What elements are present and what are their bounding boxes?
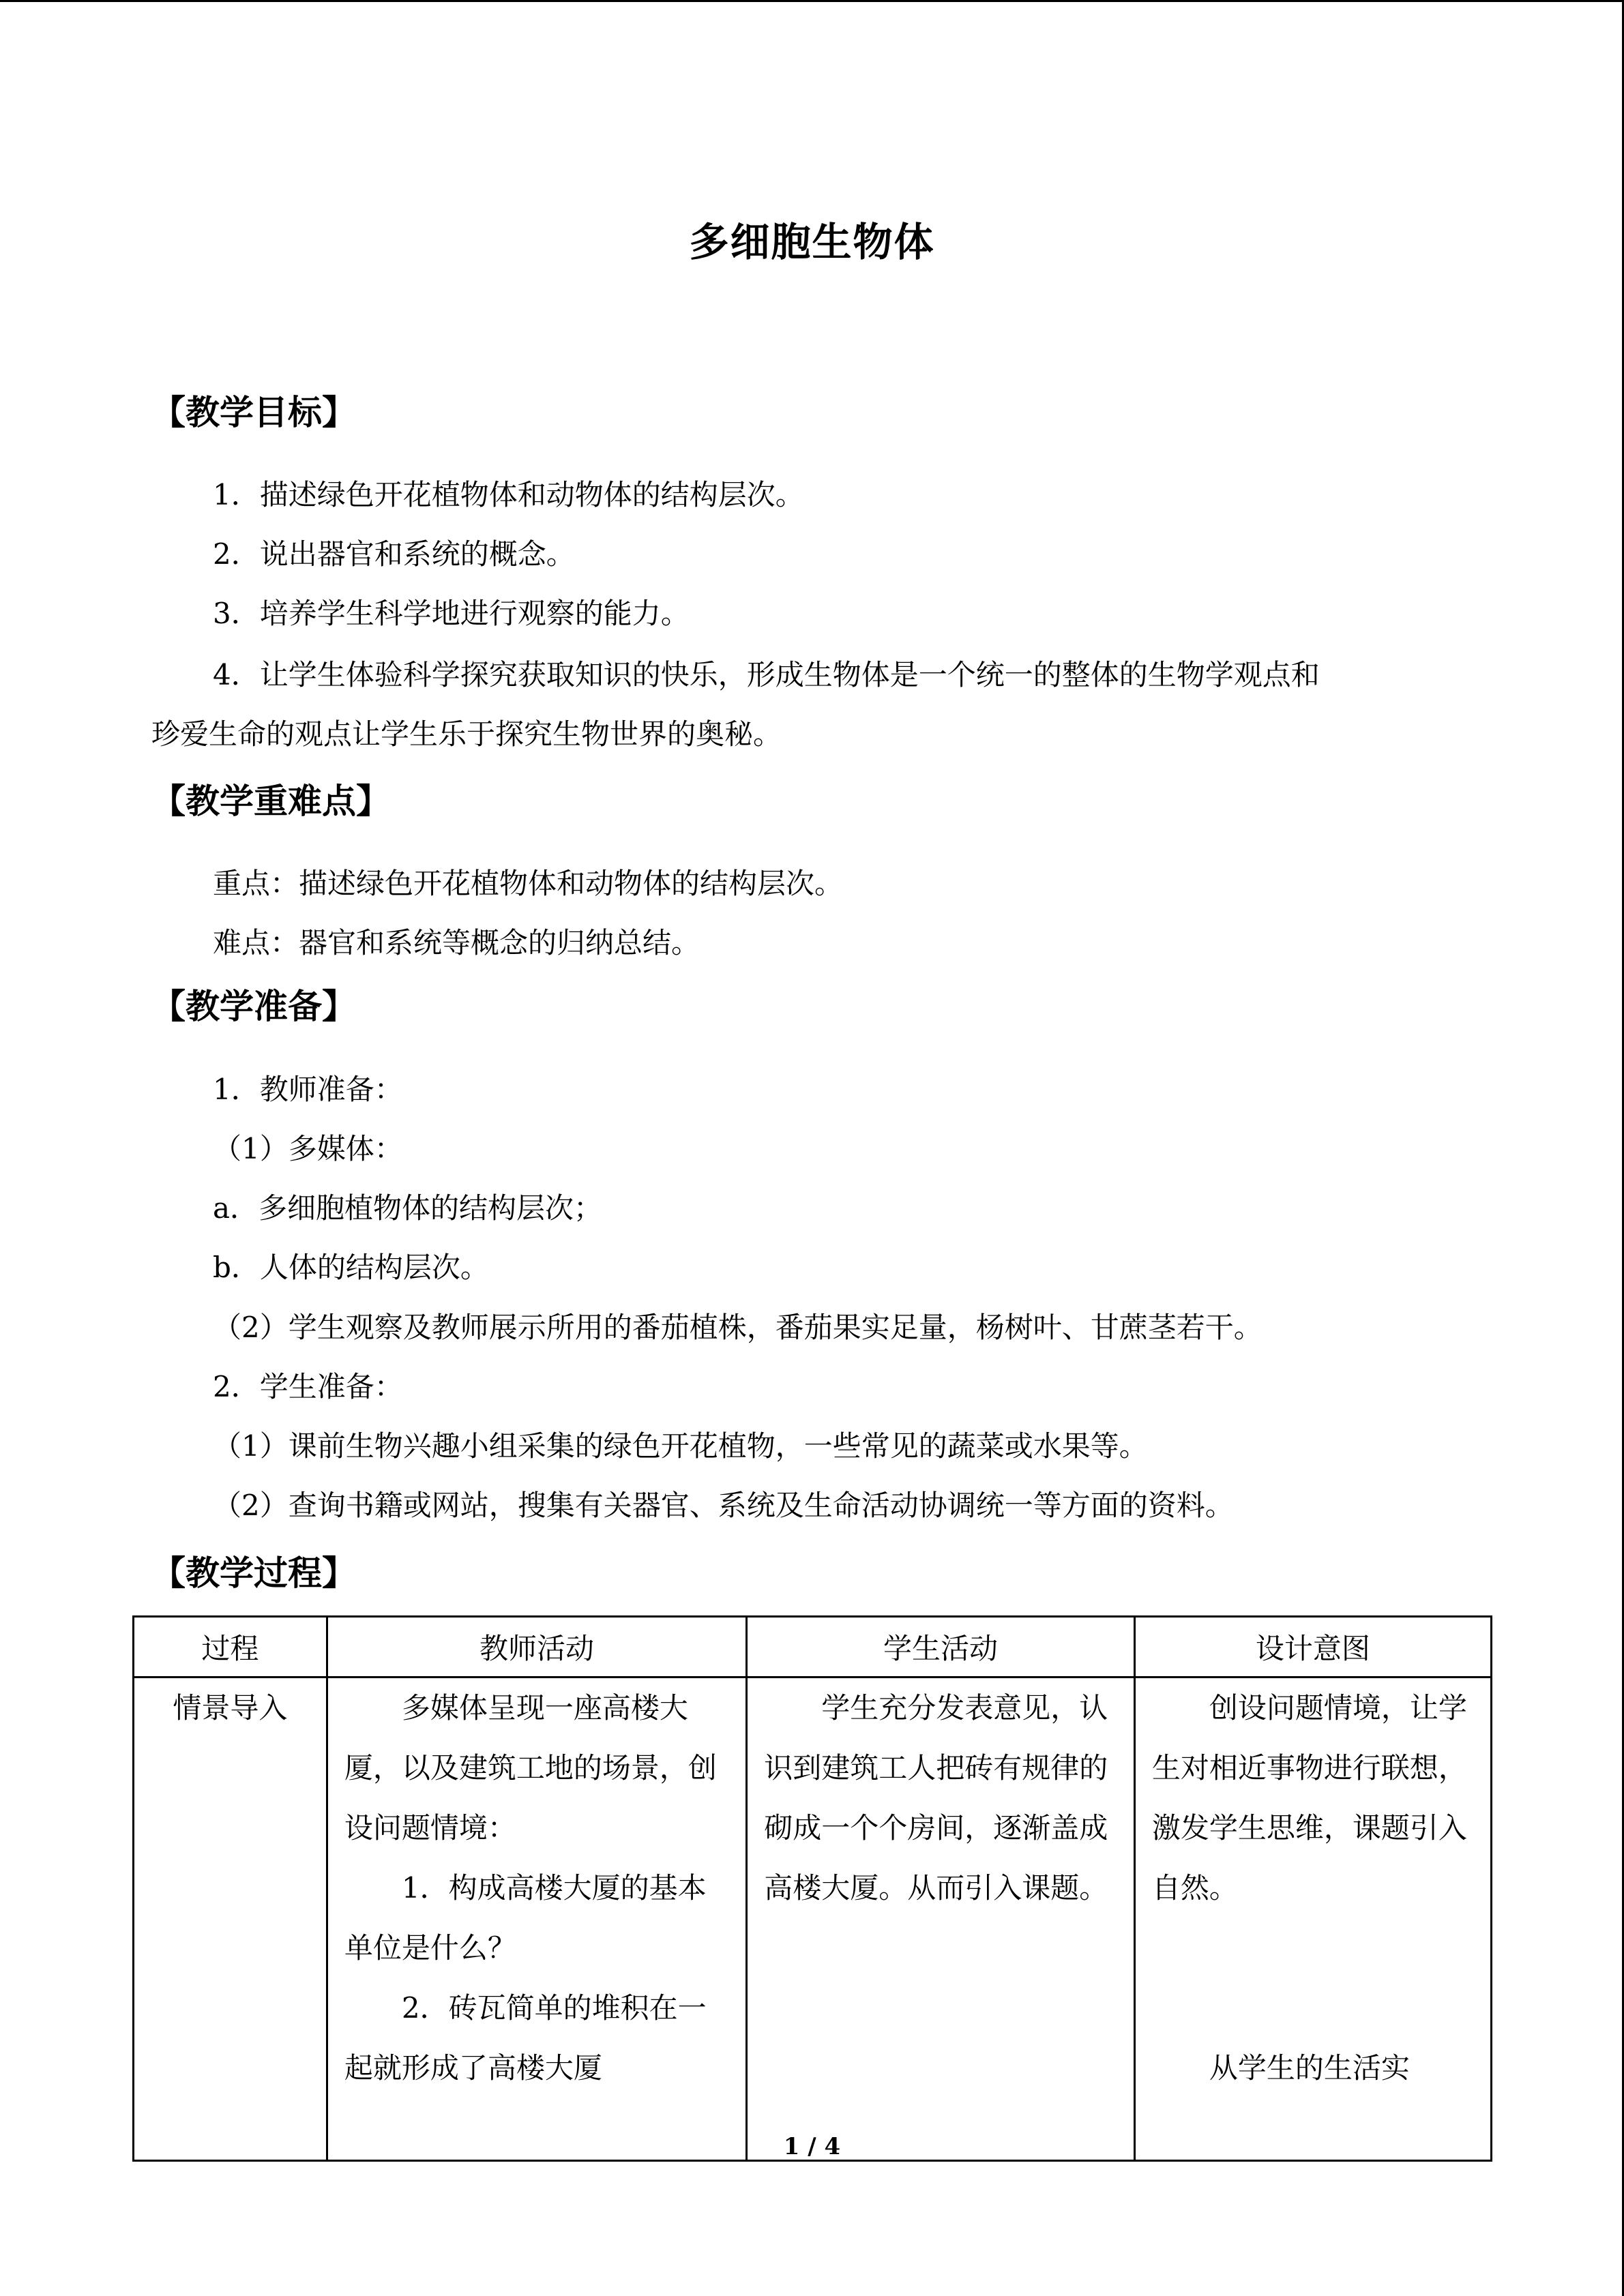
- preparation-heading: 【教学准备】: [151, 986, 356, 1026]
- table-header-row: [134, 1617, 1492, 1678]
- preparation-line: a．多细胞植物体的结构层次；: [213, 1191, 603, 1225]
- preparation-line: （1）课前生物兴趣小组采集的绿色开花植物，一些常见的蔬菜或水果等。: [213, 1429, 1148, 1463]
- preparation-line: 1．教师准备：: [213, 1073, 403, 1106]
- table-row: [134, 1678, 1492, 2161]
- difficulty-point: 难点：器官和系统等概念的归纳总结。: [213, 926, 700, 959]
- objectives-heading: 【教学目标】: [151, 392, 356, 432]
- objective-item: 珍爱生命的观点让学生乐于探究生物世界的奥秘。: [151, 717, 782, 751]
- preparation-line: （2）查询书籍或网站，搜集有关器官、系统及生命活动协调统一等方面的资料。: [213, 1489, 1234, 1522]
- preparation-line: （1）多媒体：: [213, 1132, 403, 1165]
- teacher-question: 2．砖瓦简单的堆积在一起就形成了高楼大厦: [344, 1991, 707, 2085]
- student-activity-text: 学生充分发表意见，认识到建筑工人把砖有规律的砌成一个个房间，逐渐盖成高楼大厦。从而引入课题。: [764, 1691, 1108, 1905]
- column-header: 学生活动: [747, 1617, 1135, 1678]
- key-point: 重点：描述绿色开花植物体和动物体的结构层次。: [213, 867, 844, 900]
- preparation-line: 2．学生准备：: [213, 1370, 403, 1403]
- student-activity-cell: [747, 1678, 1135, 2161]
- objective-item: 3．培养学生科学地进行观察的能力。: [213, 597, 690, 630]
- column-header: 过程: [134, 1617, 327, 1678]
- process-table: [132, 1615, 1492, 2162]
- teacher-activity-intro: 多媒体呈现一座高楼大厦，以及建筑工地的场景，创设问题情境：: [344, 1691, 717, 1845]
- design-intent-text: 创设问题情境，让学生对相近事物进行联想，激发学生思维，课题引入自然。: [1151, 1691, 1467, 1905]
- teacher-activity-cell: [327, 1678, 746, 2161]
- process-heading: 【教学过程】: [151, 1553, 356, 1593]
- stage-cell: 情景导入: [134, 1678, 327, 2161]
- objective-item: 4．让学生体验科学探究获取知识的快乐，形成生物体是一个统一的整体的生物学观点和: [213, 658, 1320, 691]
- design-intent-cell: [1134, 1678, 1491, 2161]
- column-header: 教师活动: [327, 1617, 746, 1678]
- objective-item: 1．描述绿色开花植物体和动物体的结构层次。: [213, 478, 804, 511]
- key-points-heading: 【教学重难点】: [151, 781, 390, 821]
- page-border-top: [0, 0, 1624, 2]
- objective-item: 2．说出器官和系统的概念。: [213, 537, 575, 571]
- teacher-question: 1．构成高楼大厦的基本单位是什么？: [344, 1871, 707, 1965]
- page-title: 多细胞生物体: [689, 219, 935, 265]
- preparation-line: （2）学生观察及教师展示所用的番茄植株，番茄果实足量，杨树叶、甘蔗茎若干。: [213, 1311, 1263, 1344]
- page-number: 1 / 4: [783, 2133, 841, 2160]
- preparation-line: b．人体的结构层次。: [213, 1251, 489, 1284]
- design-intent-text: 从学生的生活实: [1209, 2051, 1410, 2085]
- column-header: 设计意图: [1134, 1617, 1491, 1678]
